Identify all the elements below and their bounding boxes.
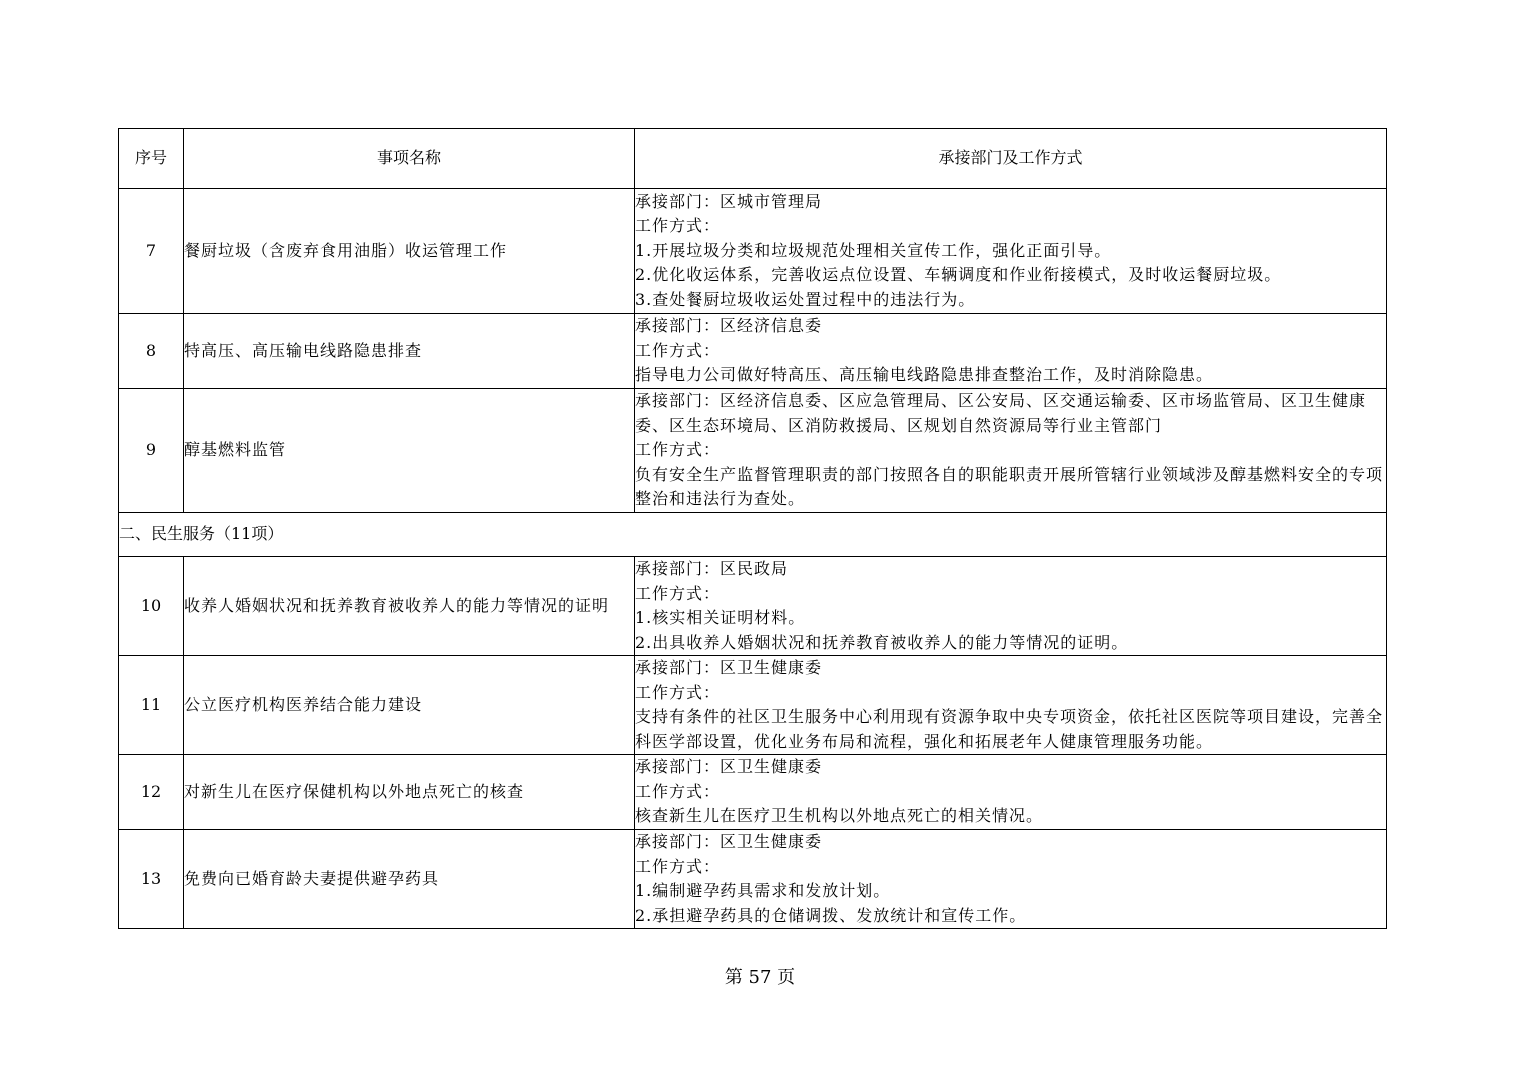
row-method bbox=[635, 557, 1387, 656]
method-line: 工作方式： bbox=[635, 682, 721, 702]
row-method bbox=[635, 389, 1387, 513]
method-line: 2.出具收养人婚姻状况和抚养教育被收养人的能力等情况的证明。 bbox=[635, 632, 1129, 652]
items-table bbox=[118, 128, 1387, 929]
header-method: 承接部门及工作方式 bbox=[635, 129, 1387, 189]
row-name: 公立医疗机构医养结合能力建设 bbox=[184, 656, 635, 755]
method-line: 工作方式： bbox=[635, 340, 721, 360]
row-num: 11 bbox=[119, 656, 184, 755]
method-line: 工作方式： bbox=[635, 216, 721, 236]
row-name: 对新生儿在医疗保健机构以外地点死亡的核查 bbox=[184, 755, 635, 830]
method-line: 工作方式： bbox=[635, 781, 721, 801]
method-line: 核查新生儿在医疗卫生机构以外地点死亡的相关情况。 bbox=[635, 806, 1044, 826]
method-line: 承接部门：区卫生健康委 bbox=[635, 757, 823, 777]
row-method bbox=[635, 314, 1387, 389]
row-num: 7 bbox=[119, 189, 184, 314]
row-num: 10 bbox=[119, 557, 184, 656]
method-line: 承接部门：区民政局 bbox=[635, 559, 789, 578]
header-name: 事项名称 bbox=[184, 129, 635, 189]
method-line: 1.编制避孕药具需求和发放计划。 bbox=[635, 881, 891, 900]
row-num: 13 bbox=[119, 830, 184, 929]
section-title: 二、民生服务（11项） bbox=[119, 513, 1387, 557]
row-method bbox=[635, 830, 1387, 929]
method-line: 承接部门：区卫生健康委 bbox=[635, 658, 823, 677]
method-line: 2.优化收运体系，完善收运点位设置、车辆调度和作业衔接模式，及时收运餐厨垃圾。 bbox=[635, 265, 1282, 285]
row-name: 醇基燃料监管 bbox=[184, 389, 635, 513]
method-line: 负有安全生产监督管理职责的部门按照各自的职能职责开展所管辖行业领域涉及醇基燃料安全的专项整治和违法行为查处。 bbox=[635, 464, 1384, 509]
row-num: 8 bbox=[119, 314, 184, 389]
table-row bbox=[119, 557, 1387, 656]
row-name: 收养人婚姻状况和抚养教育被收养人的能力等情况的证明 bbox=[184, 557, 635, 656]
row-num: 12 bbox=[119, 755, 184, 830]
row-num: 9 bbox=[119, 389, 184, 513]
table-row bbox=[119, 189, 1387, 314]
method-line: 承接部门：区城市管理局 bbox=[635, 191, 823, 211]
row-name: 特高压、高压输电线路隐患排查 bbox=[184, 314, 635, 389]
page-number: 第 57 页 bbox=[724, 967, 796, 988]
method-line: 工作方式： bbox=[635, 856, 721, 876]
header-num: 序号 bbox=[119, 129, 184, 189]
table-row bbox=[119, 656, 1387, 755]
method-line: 1.核实相关证明材料。 bbox=[635, 608, 806, 627]
row-method bbox=[635, 656, 1387, 755]
method-line: 2.承担避孕药具的仓储调拨、发放统计和宣传工作。 bbox=[635, 905, 1027, 925]
table-row bbox=[119, 755, 1387, 830]
table-header-row bbox=[119, 129, 1387, 189]
method-line: 承接部门：区经济信息委、区应急管理局、区公安局、区交通运输委、区市场监管局、区卫生健康委、区生态环境局、区消防救援局、区规划自然资源局等行业主管部门 bbox=[635, 391, 1367, 435]
method-line: 3.查处餐厨垃圾收运处置过程中的违法行为。 bbox=[635, 289, 976, 309]
table-row bbox=[119, 314, 1387, 389]
table-row bbox=[119, 389, 1387, 513]
row-method bbox=[635, 755, 1387, 830]
method-line: 工作方式： bbox=[635, 583, 721, 603]
method-line: 承接部门：区卫生健康委 bbox=[635, 832, 823, 851]
method-line: 1.开展垃圾分类和垃圾规范处理相关宣传工作，强化正面引导。 bbox=[635, 240, 1112, 260]
row-name: 餐厨垃圾（含废弃食用油脂）收运管理工作 bbox=[184, 189, 635, 314]
method-line: 支持有条件的社区卫生服务中心利用现有资源争取中央专项资金，依托社区医院等项目建设，完善全科医学部设置，优化业务布局和流程，强化和拓展老年人健康管理服务功能。 bbox=[635, 707, 1384, 751]
method-line: 工作方式： bbox=[635, 440, 721, 460]
method-line: 承接部门：区经济信息委 bbox=[635, 316, 823, 336]
row-name: 免费向已婚育龄夫妻提供避孕药具 bbox=[184, 830, 635, 929]
method-line: 指导电力公司做好特高压、高压输电线路隐患排查整治工作，及时消除隐患。 bbox=[635, 365, 1214, 385]
row-method bbox=[635, 189, 1387, 314]
section-row bbox=[119, 513, 1387, 557]
table-row bbox=[119, 830, 1387, 929]
